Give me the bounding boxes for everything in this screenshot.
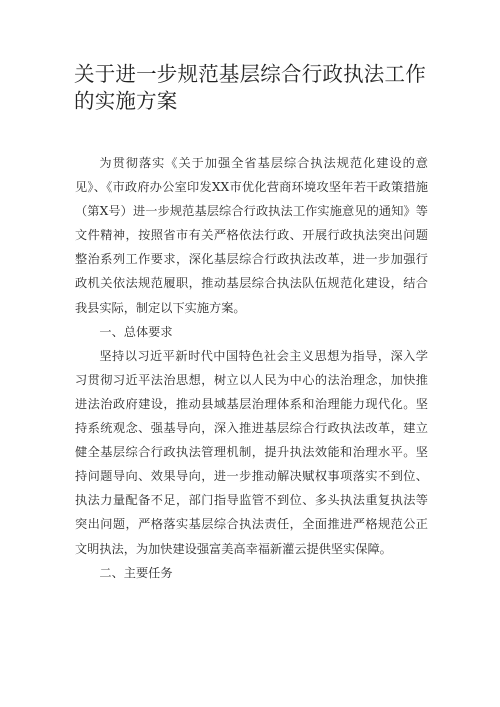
general-requirements-paragraph: 坚持以习近平新时代中国特色社会主义思想为指导，深入学习贯彻习近平法治思想，树立以人民为中心的法治理念，加快推进法治政府建设，推动县域基层治理体系和治理能力现代化。坚持系统观念、强基导向，深入推进基层综合行政执法改革，建立健全基层综合行政执法管理机制，提升执法效能和治理水平。坚持问题导向、效果导向，进一步推动解决赋权事项落实不到位、执法力量配备不足，部门指导监管不到位、多头执法重复执法等突出问题，严格落实基层综合执法责任，全面推进严格规范公正文明执法，为加快建设强富美高幸福新灌云提供坚实保障。	[75, 348, 428, 556]
document-body	[75, 151, 428, 585]
section-heading-main-tasks: 二、主要任务	[99, 565, 173, 580]
document-title: 关于进一步规范基层综合行政执法工作的实施方案	[74, 62, 426, 113]
section-heading-general-requirements: 一、总体要求	[99, 324, 173, 339]
intro-paragraph: 为贯彻落实《关于加强全省基层综合执法规范化建设的意见》、《市政府办公室印发XX市优化营商环境攻坚年若干政策措施（第X号）进一步规范基层综合行政执法工作实施意见的通知》等文件精神，按照省市有关严格依法行政、开展行政执法突出问题整治系列工作要求，深化基层综合行政执法改革，进一步加强行政机关依法规范履职，推动基层综合执法队伍规范化建设，结合我县实际，制定以下实施方案。	[75, 156, 428, 315]
